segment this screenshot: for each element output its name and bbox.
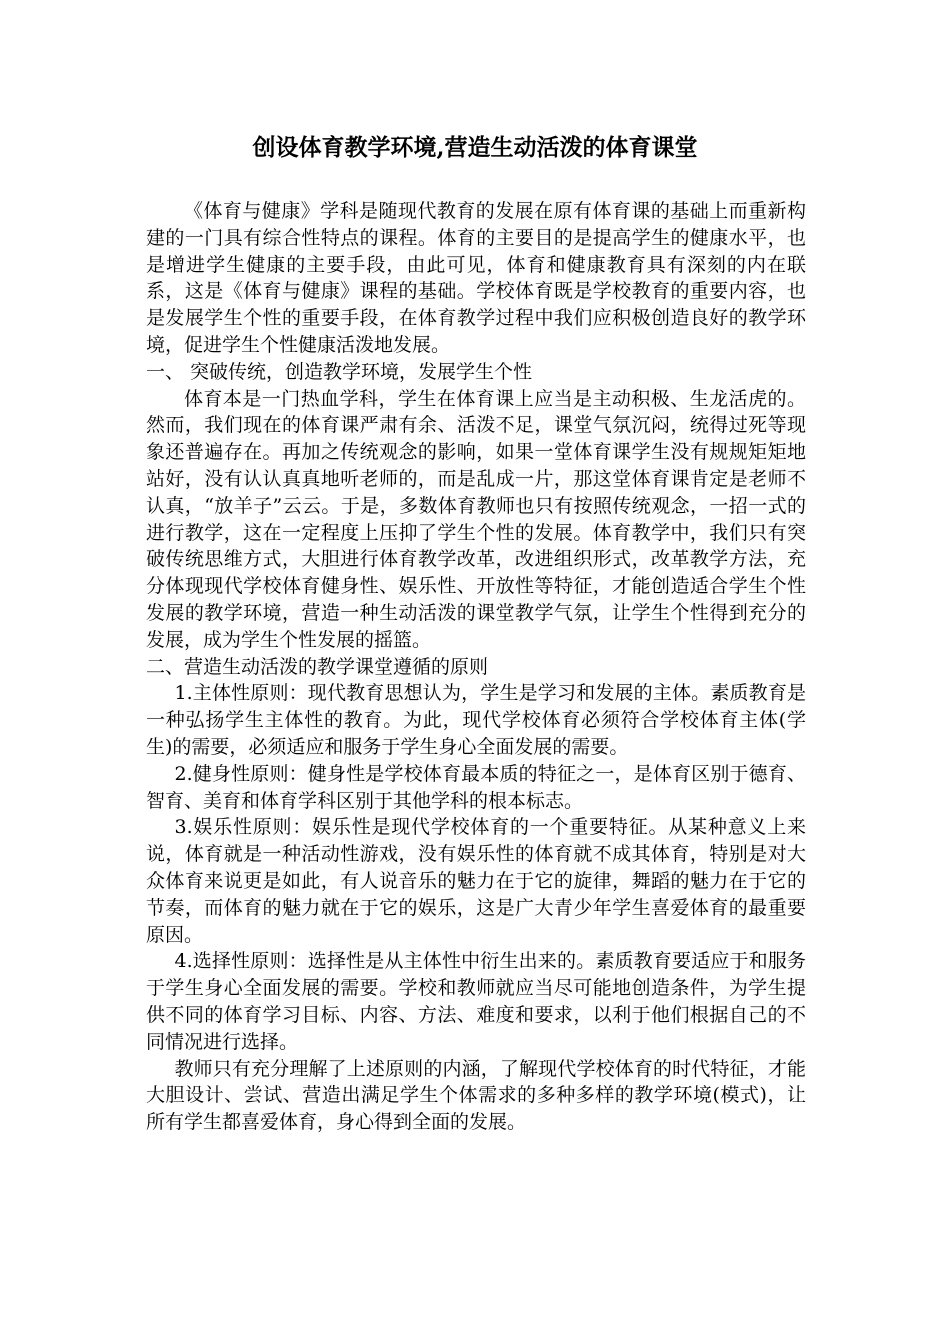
principle-selectivity: 4.选择性原则：选择性是从主体性中衍生出来的。素质教育要适应于和服务于学生身心全面发展的需要。学校和教师就应当尽可能地创造条件，为学生提供不同的体育学习目标、内容、方法、难度和要求，以利于他们根据自己的不同情况进行选择。 bbox=[146, 950, 806, 1053]
section-heading-1: 一、 突破传统，创造教学环境，发展学生个性 bbox=[146, 360, 533, 383]
intro-paragraph: 《体育与健康》学科是随现代教育的发展在原有体育课的基础上而重新构建的一门具有综合性特点的课程。体育的主要目的是提高学生的健康水平，也是增进学生健康的主要手段，由此可见，体育和健康教育具有深刻的内在联系，这是《体育与健康》课程的基础。学校体育既是学校教育的重要内容，也是发展学生个性的重要手段，在体育教学过程中我们应积极创造良好的教学环境，促进学生个性健康活泼地发展。 bbox=[146, 200, 806, 356]
principle-fitness: 2.健身性原则：健身性是学校体育最本质的特征之一，是体育区别于德育、智育、美育和体育学科区别于其他学科的根本标志。 bbox=[146, 762, 806, 812]
section-1-paragraph: 体育本是一门热血学科，学生在体育课上应当是主动积极、生龙活虎的。然而，我们现在的体育课严肃有余、活泼不足，课堂气氛沉闷，统得过死等现象还普遍存在。再加之传统观念的影响，如果一堂体育课学生没有规规矩矩地站好，没有认认真真地听老师的，而是乱成一片，那这堂体育课肯定是老师不认真，“放羊子”云云。于是，多数体育教师也只有按照传统观念，一招一式的进行教学，这在一定程度上压抑了学生个性的发展。体育教学中，我们只有突破传统思维方式，大胆进行体育教学改革，改进组织形式，改革教学方法，充分体现现代学校体育健身性、娱乐性、开放性等特征，才能创造适合学生个性发展的教学环境，营造一种生动活泼的课堂教学气氛，让学生个性得到充分的发展，成为学生个性发展的摇篮。 bbox=[146, 387, 806, 651]
section-heading-2: 二、营造生动活泼的教学课堂遵循的原则 bbox=[146, 655, 489, 678]
principle-entertainment: 3.娱乐性原则：娱乐性是现代学校体育的一个重要特征。从某种意义上来说，体育就是一种活动性游戏，没有娱乐性的体育就不成其体育，特别是对大众体育来说更是如此，有人说音乐的魅力在于它的旋律，舞蹈的魅力在于它的节奏，而体育的魅力就在于它的娱乐，这是广大青少年学生喜爱体育的最重要原因。 bbox=[146, 816, 806, 946]
document-body bbox=[146, 198, 806, 1136]
document-title: 创设体育教学环境,营造生动活泼的体育课堂 bbox=[252, 134, 698, 161]
principle-subjectivity: 1.主体性原则：现代教育思想认为，学生是学习和发展的主体。素质教育是一种弘扬学生主体性的教育。为此，现代学校体育必须符合学校体育主体(学生)的需要，必须适应和服务于学生身心全面发展的需要。 bbox=[146, 682, 806, 758]
conclusion-paragraph: 教师只有充分理解了上述原则的内涵，了解现代学校体育的时代特征，才能大胆设计、尝试、营造出满足学生个体需求的多种多样的教学环境(模式)，让所有学生都喜爱体育，身心得到全面的发展。 bbox=[146, 1057, 806, 1134]
